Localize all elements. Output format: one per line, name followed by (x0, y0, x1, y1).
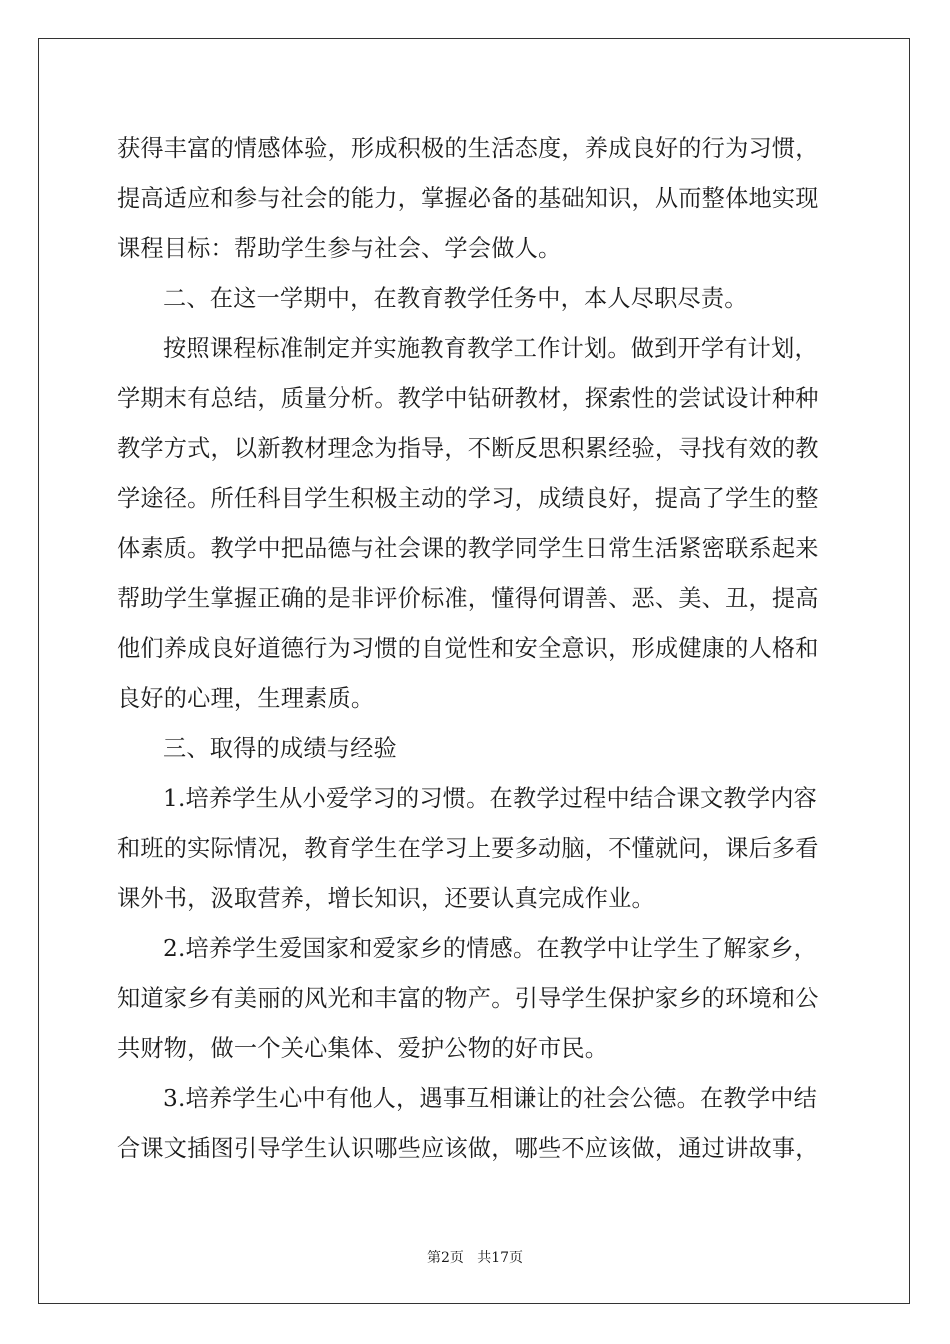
text-line: 体素质。教学中把品德与社会课的教学同学生日常生活紧密联系起来 (117, 535, 819, 562)
text-line: 获得丰富的情感体验，形成积极的生活态度，养成良好的行为习惯， (117, 135, 819, 162)
text-line: 1.培养学生从小爱学习的习惯。在教学过程中结合课文教学内容 (163, 785, 817, 812)
text-line: 教学方式，以新教材理念为指导，不断反思积累经验，寻找有效的教 (117, 435, 819, 462)
text-line: 二、在这一学期中，在教育教学任务中，本人尽职尽责。 (163, 285, 748, 312)
text-line: 共财物，做一个关心集体、爱护公物的好市民。 (117, 1035, 609, 1062)
text-line: 学途径。所任科目学生积极主动的学习，成绩良好，提高了学生的整 (117, 485, 819, 512)
text-line: 合课文插图引导学生认识哪些应该做，哪些不应该做，通过讲故事， (117, 1135, 819, 1162)
text-line: 三、取得的成绩与经验 (163, 735, 397, 762)
text-line: 帮助学生掌握正确的是非评价标准，懂得何谓善、恶、美、丑，提高 (117, 585, 819, 612)
text-line: 和班的实际情况，教育学生在学习上要多动脑，不懂就问，课后多看 (117, 835, 819, 862)
text-line: 课程目标：帮助学生参与社会、学会做人。 (117, 235, 562, 262)
text-line: 按照课程标准制定并实施教育教学工作计划。做到开学有计划， (163, 335, 818, 362)
text-line: 3.培养学生心中有他人，遇事互相谦让的社会公德。在教学中结 (163, 1085, 817, 1112)
text-line: 2.培养学生爱国家和爱家乡的情感。在教学中让学生了解家乡， (163, 935, 817, 962)
text-line: 他们养成良好道德行为习惯的自觉性和安全意识，形成健康的人格和 (117, 635, 819, 662)
text-line: 知道家乡有美丽的风光和丰富的物产。引导学生保护家乡的环境和公 (117, 985, 819, 1012)
text-line: 课外书，汲取营养，增长知识，还要认真完成作业。 (117, 885, 655, 912)
page-number-footer: 第2页 共17页 (426, 1250, 524, 1266)
document-body (117, 124, 837, 1174)
text-line: 良好的心理，生理素质。 (117, 685, 375, 712)
text-line: 提高适应和参与社会的能力，掌握必备的基础知识，从而整体地实现 (117, 185, 819, 212)
text-line: 学期末有总结，质量分析。教学中钻研教材，探索性的尝试设计种种 (117, 385, 819, 412)
